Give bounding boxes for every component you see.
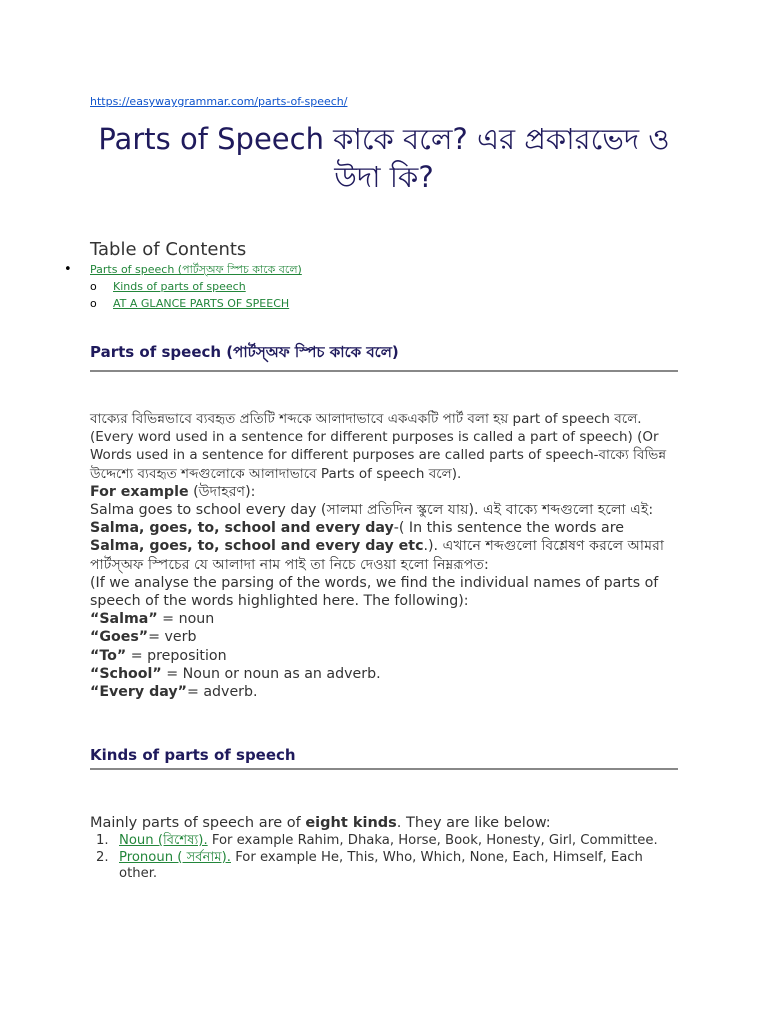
section-heading-kinds: Kinds of parts of speech [90,746,678,770]
separator: = [157,611,179,628]
separator: = [161,665,183,682]
source-url-link[interactable]: https://easywaygrammar.com/parts-of-speech/ [90,95,348,108]
sub-bullet-icon: o [90,297,97,310]
section-body [90,410,682,701]
table-of-contents [64,262,678,313]
noun-examples: For example Rahim, Dhaka, Horse, Book, Honesty, Girl, Committee. [207,833,658,848]
kinds-intro-pre: Mainly parts of speech are of [90,815,306,831]
toc-link-parts-of-speech[interactable]: Parts of speech (পার্টস্‌অফ স্পিচ কাকে বলে) [90,263,302,276]
word-goes: “Goes” [90,629,149,646]
toc-subitem [90,296,678,313]
pronoun-examples: For example He, This, Who, Which, None, Each, Himself, Each other. [119,849,643,881]
sub-bullet-icon: o [90,280,97,293]
type-preposition: preposition [147,647,227,664]
word-school: “School” [90,665,162,682]
toc-link-at-a-glance[interactable]: AT A GLANCE PARTS OF SPEECH [113,297,290,310]
paragraph-definition [90,410,682,483]
words-bold-2: Salma, goes, to, school and every day etc [90,538,424,555]
section-heading-parts-of-speech: Parts of speech (পার্টস্‌অফ স্পিচ কাকে বলে) [90,341,678,372]
toc-link-kinds[interactable]: Kinds of parts of speech [113,280,246,293]
bangla-definition-2: বাক্যে বিভিন্ন উদ্দেশ্যে ব্যবহৃত শব্দগুলোকে আলাদাভাবে Parts of speech বলে). [90,447,667,482]
list-item [90,850,678,883]
word-to: “To” [90,647,127,664]
words-end: .). [423,538,439,555]
toc-heading: Table of Contents [90,239,247,260]
bangla-definition: বাক্যের বিভিন্নভাবে ব্যবহৃত প্রতিটি শব্দকে আলাদাভাবে একএকটি পার্ট বলা হয় part of speech বলে. [90,411,642,427]
separator: = [126,647,148,664]
list-number: 2. [96,849,109,865]
type-school: Noun or noun as an adverb. [182,665,381,682]
type-verb: verb [164,629,197,646]
words-bold: Salma, goes, to, school and every day [90,520,394,537]
separator: = [148,629,165,646]
english-parsing: (If we analyse the parsing of the words, we find the individual names of parts of speech of the words highlighted here. The following): [90,574,659,610]
english-definition: (Every word used in a sentence for different purposes is called a part of speech) (Or Words used in a sentence for different purposes are called parts of speech- [90,429,659,464]
list-item [90,833,678,850]
kinds-list [90,833,678,883]
toc-item [64,262,678,279]
toc-subitem [90,279,678,296]
bullet-icon: • [64,262,72,277]
example-sentence: Salma goes to school every day (সালমা প্রতিদিন স্কুলে যায়). [90,502,479,519]
separator: = [186,684,204,701]
page-title: Parts of Speech কাকে বলে? এর প্রকারভেদ ও উদা কি? [98,122,670,194]
example-label: For example [90,483,189,500]
paragraph-example: For example (উদাহরণ): Salma goes to school every day (সালমা প্রতিদিন স্কুলে যায়). এই বাক্যে শব্দগুলো হলো এই: Salma, goes, to, school and every day-( In this sentence the words are Salma, goes, to, school and every day etc.). এখানে শব্দগুলো বিশ্লেষণ করলে আমরা পার্টস্‌অফ স্পিচের যে আলাদা নাম পাই তা নিচে দেওয়া হলো নিম্নরূপত: (If we analyse the parsing of the words, we find the individual names of parts of speech of the words highlighted here. The following): “Salma” = noun “Goes”= verb “To” = preposition “School” = Noun or noun as an adverb. “Every day”= adverb. [90,483,665,701]
word-salma: “Salma” [90,611,158,628]
kinds-intro [90,815,551,831]
example-label-bn: (উদাহরণ) [193,483,251,500]
type-adverb: adverb. [203,684,258,701]
noun-link[interactable]: Noun (বিশেষ্য). [119,833,208,848]
type-noun: noun [178,611,215,628]
list-number: 1. [96,833,109,848]
words-en-intro: -( In this sentence the words are [393,520,624,537]
word-every-day: “Every day” [90,684,187,701]
bangla-words-intro: এই বাক্যে শব্দগুলো হলো এই: [483,502,654,519]
bangla-parsing: এখানে শব্দগুলো বিশ্লেষণ করলে আমরা পার্টস্‌অফ স্পিচের যে আলাদা নাম পাই তা নিচে দেওয়া হলো নিম্নরূপত: [90,538,665,573]
kinds-intro-bold: eight kinds [305,815,397,831]
kinds-intro-post: . They are like below: [396,815,551,831]
pronoun-link[interactable]: Pronoun ( সর্বনাম). [119,849,231,865]
